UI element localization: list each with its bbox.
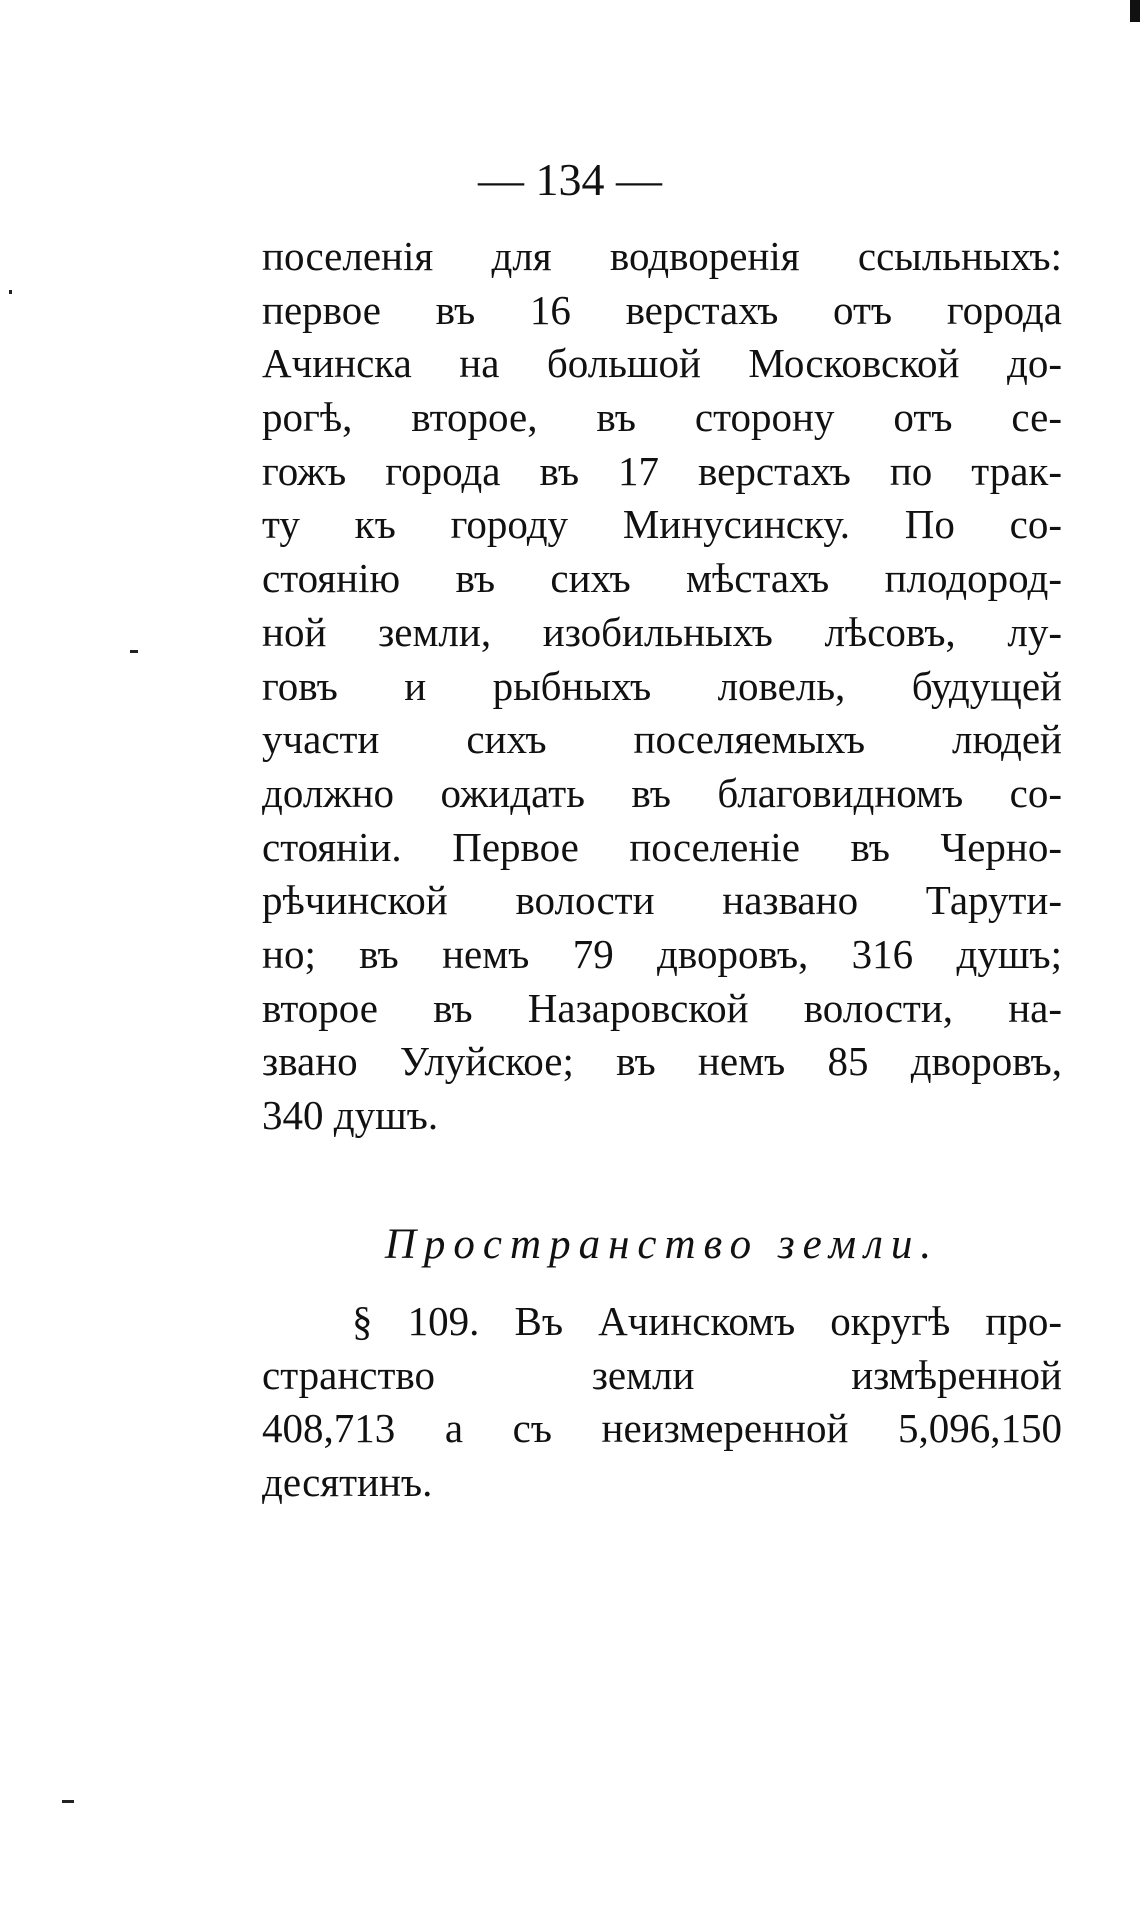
section-heading: Пространство земли. xyxy=(384,1221,940,1268)
text-line: Ачинска на большой Московской до- xyxy=(262,340,1062,387)
print-speck xyxy=(9,290,12,294)
text-line: первое въ 16 верстахъ отъ города xyxy=(262,286,1062,333)
print-speck xyxy=(130,650,138,653)
text-line: но; въ немъ 79 дворовъ, 316 душъ; xyxy=(262,930,1062,977)
text-line: должно ожидать въ благовидномъ со- xyxy=(262,769,1062,816)
page-number: — 134 — xyxy=(478,154,662,205)
text-line: гожъ города въ 17 верстахъ по трак- xyxy=(262,447,1062,494)
text-line: ной земли, изобильныхъ лѣсовъ, лу- xyxy=(262,608,1062,655)
text-line: десятинъ. xyxy=(262,1459,433,1506)
text-line: рогѣ, второе, въ сторону отъ се- xyxy=(262,394,1062,441)
text-line: 408,713 а съ неизмеренной 5,096,150 xyxy=(262,1405,1062,1452)
text-line: стоянію въ сихъ мѣстахъ плодород- xyxy=(262,555,1062,602)
text-line: ту къ городу Минусинску. По со- xyxy=(262,501,1062,548)
text-line: рѣчинской волости названо Тарути- xyxy=(262,877,1062,924)
text-line: стояніи. Первое поселеніе въ Черно- xyxy=(262,823,1062,870)
text-line: говъ и рыбныхъ ловель, будущей xyxy=(262,662,1062,709)
text-line: участи сихъ поселяемыхъ людей xyxy=(262,716,1062,763)
text-line: странство земли измѣренной xyxy=(262,1351,1062,1398)
page-edge-mark xyxy=(1130,0,1140,22)
paragraph-1 xyxy=(262,230,1062,1143)
text-line: 340 душъ. xyxy=(262,1092,439,1138)
text-line: поселенія для водворенія ссыльныхъ: xyxy=(262,233,1062,279)
text-line: § 109. Въ Ачинскомъ округѣ про- xyxy=(352,1298,1062,1344)
text-line: второе въ Назаровской волости, на- xyxy=(262,984,1062,1031)
paragraph-2 xyxy=(262,1295,1062,1510)
text-line: звано Улуйское; въ немъ 85 дворовъ, xyxy=(262,1038,1062,1085)
print-speck xyxy=(62,1800,74,1803)
